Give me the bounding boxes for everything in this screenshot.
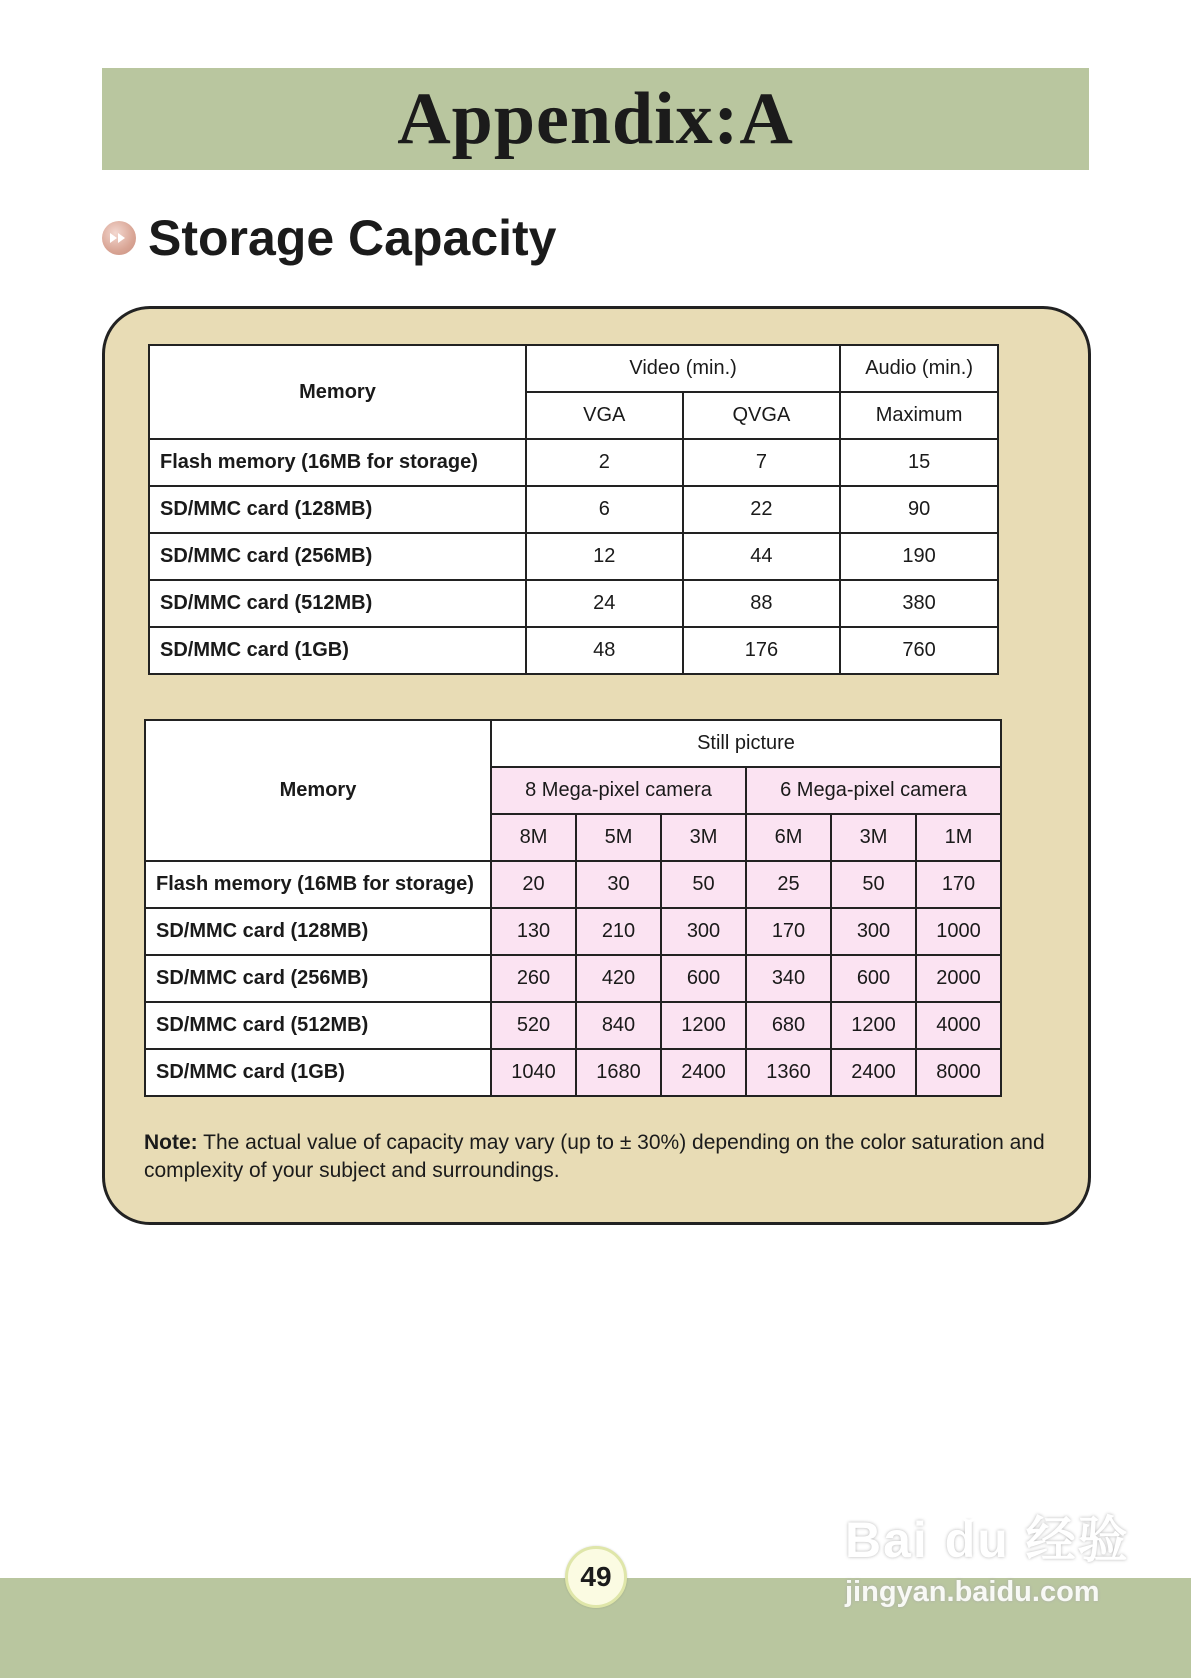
- value-cell: 30: [576, 861, 661, 908]
- capacity-note: [144, 1129, 1064, 1185]
- memory-cell: Flash memory (16MB for storage): [149, 439, 526, 486]
- double-arrow-icon: [108, 230, 130, 246]
- value-cell: 20: [491, 861, 576, 908]
- value-cell: 680: [746, 1002, 831, 1049]
- table-row: [149, 580, 998, 627]
- value-cell: 840: [576, 1002, 661, 1049]
- value-cell: 170: [916, 861, 1001, 908]
- resolution-header: 3M: [831, 814, 916, 861]
- table-row: [145, 861, 1001, 908]
- capacity-panel: [102, 306, 1091, 1225]
- note-label: Note:: [144, 1131, 198, 1154]
- value-cell: 260: [491, 955, 576, 1002]
- value-cell: 25: [746, 861, 831, 908]
- vga-header: VGA: [526, 392, 683, 439]
- value-cell: 1040: [491, 1049, 576, 1096]
- maximum-header: Maximum: [840, 392, 998, 439]
- video-header: Video (min.): [526, 345, 840, 392]
- qvga-cell: 7: [683, 439, 841, 486]
- memory-cell: SD/MMC card (128MB): [145, 908, 491, 955]
- value-cell: 340: [746, 955, 831, 1002]
- value-cell: 50: [831, 861, 916, 908]
- page-number: 49: [565, 1546, 627, 1608]
- value-cell: 300: [831, 908, 916, 955]
- value-cell: 1200: [831, 1002, 916, 1049]
- vga-cell: 12: [526, 533, 683, 580]
- section-heading: [102, 206, 556, 270]
- memory-cell: SD/MMC card (256MB): [149, 533, 526, 580]
- memory-cell: SD/MMC card (1GB): [149, 627, 526, 674]
- arrow-bullet-icon: [102, 221, 136, 255]
- table-row: [145, 908, 1001, 955]
- value-cell: 8000: [916, 1049, 1001, 1096]
- value-cell: 170: [746, 908, 831, 955]
- qvga-cell: 22: [683, 486, 841, 533]
- watermark-url: jingyan.baidu.com: [845, 1576, 1100, 1608]
- resolution-header: 6M: [746, 814, 831, 861]
- value-cell: 2400: [831, 1049, 916, 1096]
- resolution-header: 3M: [661, 814, 746, 861]
- table-row: [145, 1002, 1001, 1049]
- resolution-header: 8M: [491, 814, 576, 861]
- still-picture-table: [144, 719, 1002, 1097]
- memory-cell: SD/MMC card (1GB): [145, 1049, 491, 1096]
- value-cell: 600: [661, 955, 746, 1002]
- section-title: Storage Capacity: [148, 210, 557, 266]
- audio-cell: 90: [840, 486, 998, 533]
- resolution-header: 5M: [576, 814, 661, 861]
- table-row: [149, 533, 998, 580]
- still-picture-header: Still picture: [491, 720, 1001, 767]
- vga-cell: 48: [526, 627, 683, 674]
- memory-cell: SD/MMC card (128MB): [149, 486, 526, 533]
- audio-cell: 15: [840, 439, 998, 486]
- vga-cell: 24: [526, 580, 683, 627]
- value-cell: 1200: [661, 1002, 746, 1049]
- audio-header: Audio (min.): [840, 345, 998, 392]
- audio-cell: 380: [840, 580, 998, 627]
- value-cell: 210: [576, 908, 661, 955]
- value-cell: 520: [491, 1002, 576, 1049]
- table-header-row: [149, 345, 998, 392]
- qvga-cell: 88: [683, 580, 841, 627]
- camera-8mp-header: 8 Mega-pixel camera: [491, 767, 746, 814]
- camera-6mp-header: 6 Mega-pixel camera: [746, 767, 1001, 814]
- watermark-logo: Bai du 经验: [845, 1512, 1130, 1568]
- memory-cell: SD/MMC card (512MB): [149, 580, 526, 627]
- memory-cell: SD/MMC card (256MB): [145, 955, 491, 1002]
- value-cell: 50: [661, 861, 746, 908]
- vga-cell: 2: [526, 439, 683, 486]
- baidu-watermark: [845, 1500, 1145, 1630]
- note-text: The actual value of capacity may vary (up to ± 30%) depending on the color saturation and complexity of your subject and surroundings.: [144, 1131, 1045, 1182]
- resolution-header: 1M: [916, 814, 1001, 861]
- table-row: [149, 627, 998, 674]
- value-cell: 600: [831, 955, 916, 1002]
- table-row: [149, 439, 998, 486]
- value-cell: 130: [491, 908, 576, 955]
- value-cell: 300: [661, 908, 746, 955]
- audio-cell: 760: [840, 627, 998, 674]
- qvga-cell: 176: [683, 627, 841, 674]
- audio-cell: 190: [840, 533, 998, 580]
- video-audio-table: [148, 344, 999, 675]
- value-cell: 2400: [661, 1049, 746, 1096]
- value-cell: 4000: [916, 1002, 1001, 1049]
- value-cell: 1000: [916, 908, 1001, 955]
- memory-header: Memory: [149, 345, 526, 439]
- value-cell: 420: [576, 955, 661, 1002]
- appendix-title: Appendix:A: [397, 77, 794, 160]
- value-cell: 1360: [746, 1049, 831, 1096]
- memory-cell: Flash memory (16MB for storage): [145, 861, 491, 908]
- table-row: [145, 955, 1001, 1002]
- value-cell: 2000: [916, 955, 1001, 1002]
- memory-header: Memory: [145, 720, 491, 861]
- table-row: [145, 1049, 1001, 1096]
- memory-cell: SD/MMC card (512MB): [145, 1002, 491, 1049]
- table-row: [149, 486, 998, 533]
- qvga-cell: 44: [683, 533, 841, 580]
- qvga-header: QVGA: [683, 392, 841, 439]
- title-banner: [102, 68, 1089, 170]
- paw-icon: [955, 1494, 1015, 1554]
- value-cell: 1680: [576, 1049, 661, 1096]
- vga-cell: 6: [526, 486, 683, 533]
- table-header-row: [145, 720, 1001, 767]
